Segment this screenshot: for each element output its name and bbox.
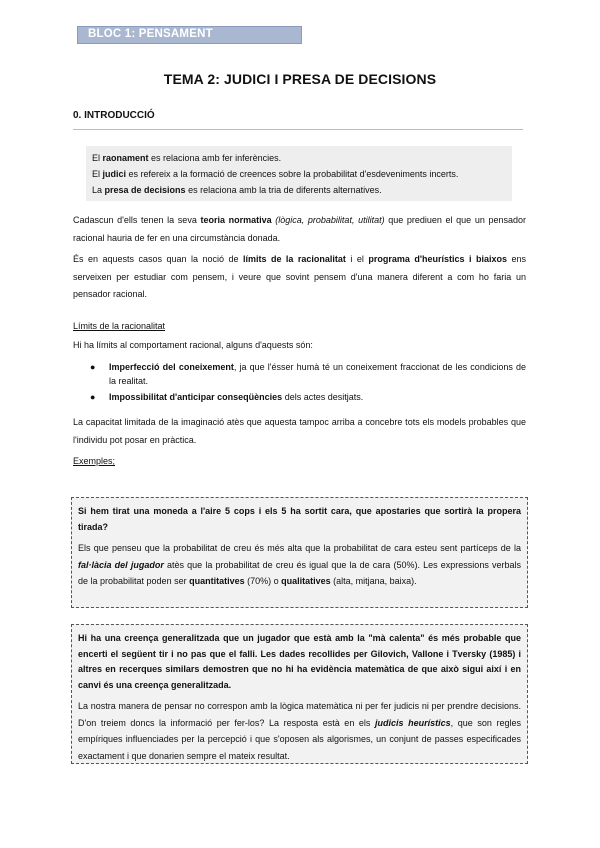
example-box-2 bbox=[71, 624, 528, 764]
limits-paragraph: La capacitat limitada de la imaginació atès que aquesta tampoc arriba a concebre tots els models probables que l'individu pot posar en pràctica. bbox=[73, 417, 526, 445]
example-1-question: Si hem tirat una moneda a l'aire 5 cops i els 5 ha sortit cara, que apostaries que sortirà la propera tirada? bbox=[78, 506, 521, 532]
intro-paragraph-1: Cadascun d'ells tenen la seva teoria normativa (lògica, probabilitat, utilitat) que prediuen el que un pensador racional hauria de fer en una circumstància donada. bbox=[73, 215, 526, 243]
bullet-icon: ● bbox=[90, 362, 96, 372]
example-2-answer: La nostra manera de pensar no correspon amb la lògica matemàtica ni per fer judicis ni per prendre decisions. D'on treiem doncs la informació per fer-los? La resposta està en els judicis heurístics, que son regles empíriques influenciades per la percepció i que s'oposen als algorismes, un conjunt de passes especificades exactament i que donarien sempre el mateix resultat. bbox=[78, 701, 521, 761]
divider bbox=[73, 129, 523, 130]
example-1-answer: Els que penseu que la probabilitat de creu és més alta que la probabilitat de cara esteu sent partíceps de la fal·làcia del jugador atès que la probabilitat de creu és igual que la de cara (50%). Les expressions verbals de la probabilitat poden ser quantitatives (70%) o qualitatives (alta, mitjana, baixa). bbox=[78, 543, 521, 586]
limits-lead: Hi ha límits al comportament racional, alguns d'aquests són: bbox=[73, 340, 313, 350]
intro-heading: 0. INTRODUCCIÓ bbox=[73, 110, 155, 121]
bullet-icon: ● bbox=[90, 392, 96, 402]
definition-presa: La presa de decisions es relaciona amb la tria de diferents alternatives. bbox=[92, 185, 382, 195]
example-box-1 bbox=[71, 497, 528, 608]
bloc-banner bbox=[77, 26, 302, 44]
definition-raonament: El raonament es relaciona amb fer inferències. bbox=[92, 153, 282, 163]
limits-heading: Límits de la racionalitat bbox=[73, 321, 166, 331]
page-title: TEMA 2: JUDICI I PRESA DE DECISIONS bbox=[163, 71, 437, 87]
intro-paragraph-2: És en aquests casos quan la noció de límits de la racionalitat i el programa d'heurístics i biaixos ens serveixen per estudiar com pensem, i veure que sovint pensem d'una manera diferent a com ho faria un pensador racional. bbox=[73, 254, 527, 299]
examples-heading: Exemples; bbox=[73, 456, 116, 466]
definition-judici: El judici es refereix a la formació de creences sobre la probabilitat d'esdeveniments incerts. bbox=[92, 169, 459, 179]
example-2-question: Hi ha una creença generalitzada que un jugador que està amb la "mà calenta" és més probable que encerti el següent tir i no pas que el falli. Les dades recollides per Gilovich, Vallone i Tversky (1985) i altres en recerques similars demostren que no hi ha evidència matemàtica de que això sigui així i en canvi és una creença generalitzada. bbox=[78, 633, 521, 690]
definitions-box bbox=[86, 146, 512, 201]
bloc-label: BLOC 1: PENSAMENT bbox=[88, 28, 213, 40]
